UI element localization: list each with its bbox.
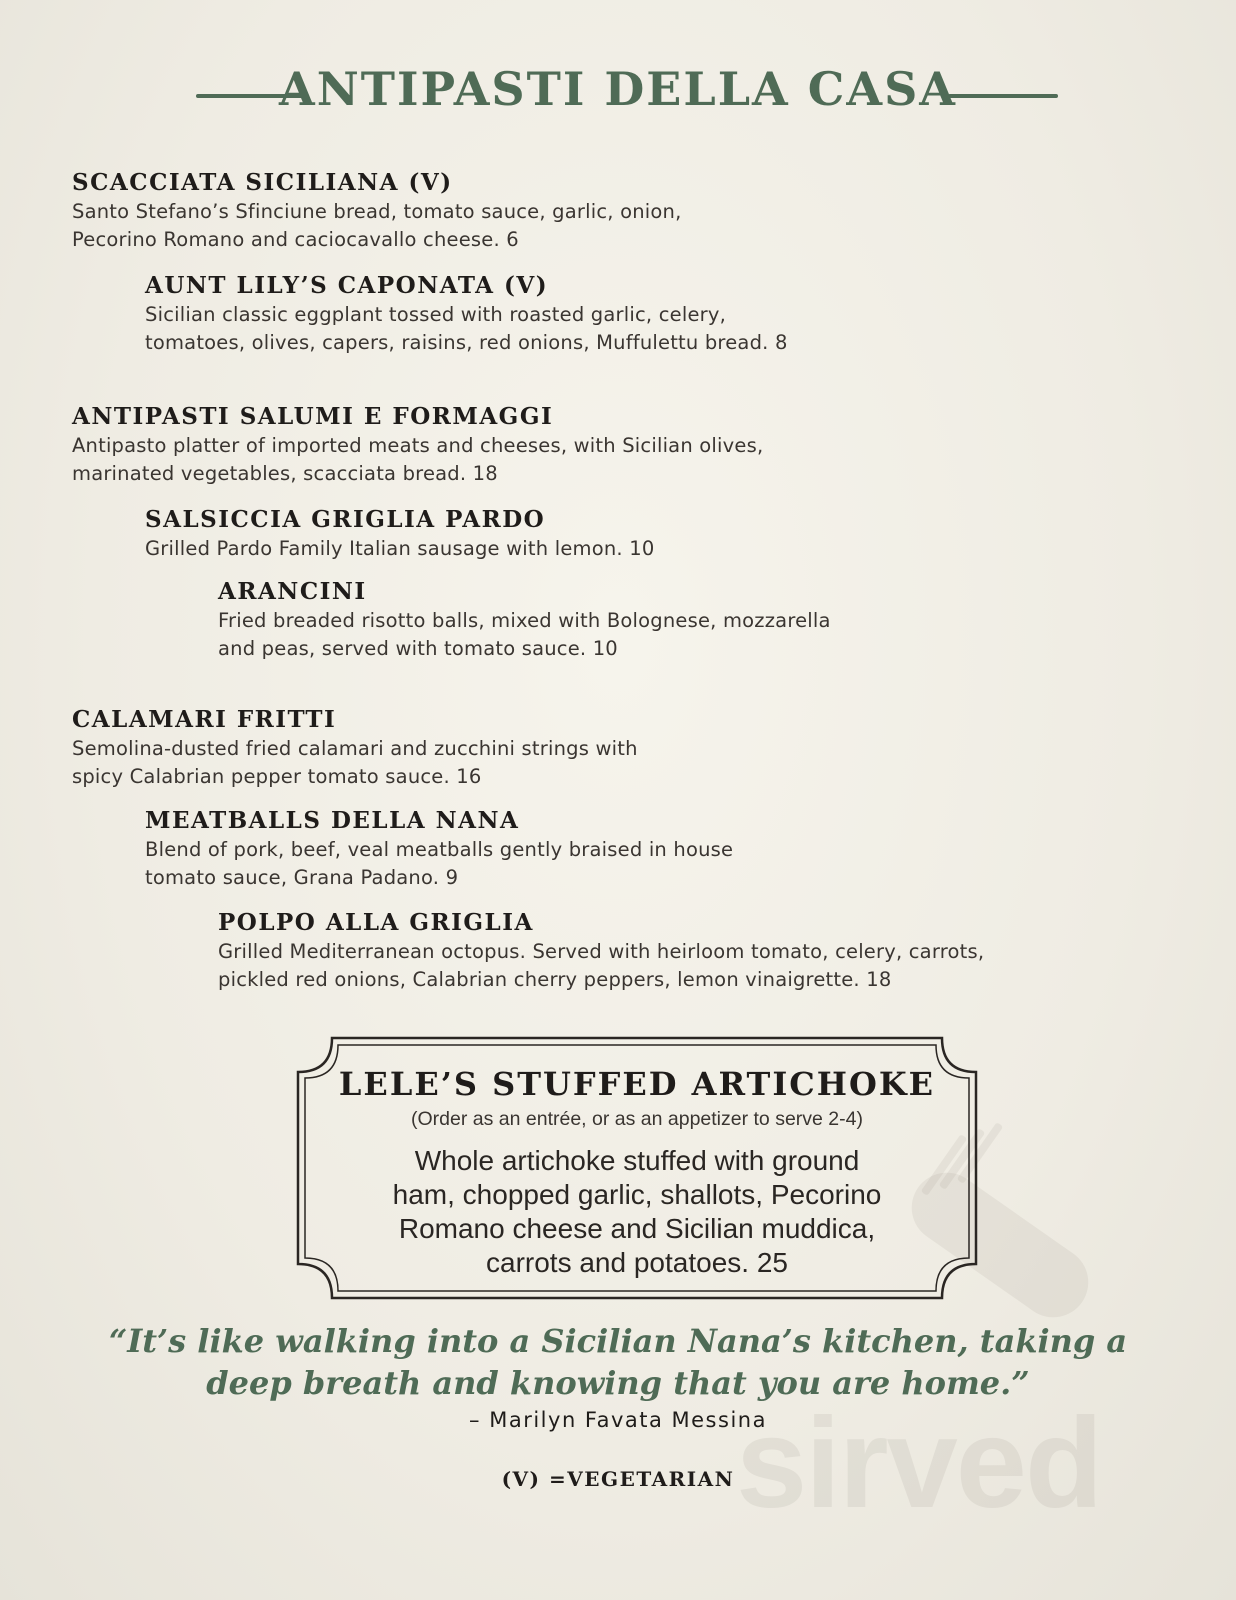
menu-item (145, 271, 788, 357)
menu-item-name: ARANCINI (218, 578, 367, 605)
menu-item-name: AUNT LILY’S CAPONATA (V) (145, 272, 549, 299)
menu-item (72, 168, 681, 254)
menu-item-description: Santo Stefano’s Sfinciune bread, tomato sauce, garlic, onion, Pecorino Romano and caciocavallo cheese. 6 (72, 200, 682, 251)
menu-item-name: CALAMARI FRITTI (72, 706, 337, 733)
menu-item-description: Grilled Pardo Family Italian sausage with lemon. 10 (145, 537, 655, 560)
menu-item (218, 908, 984, 994)
menu-item-description: Antipasto platter of imported meats and cheeses, with Sicilian olives, marinated vegetables, scacciata bread. 18 (72, 434, 764, 485)
page-title: ANTIPASTI DELLA CASA (279, 62, 957, 116)
menu-item (218, 577, 831, 663)
menu-item-description: Semolina-dusted fried calamari and zucchini strings with spicy Calabrian pepper tomato sauce. 16 (72, 737, 638, 788)
testimonial-author: – Marilyn Favata Messina (469, 1408, 767, 1432)
testimonial-quote: “It’s like walking into a Sicilian Nana’s kitchen, taking a deep breath and knowing that you are home.” (108, 1322, 1128, 1402)
menu-item-name: POLPO ALLA GRIGLIA (218, 909, 534, 936)
menu-item-name: ANTIPASTI SALUMI E FORMAGGI (72, 403, 554, 430)
featured-dish-name: LELE’S STUFFED ARTICHOKE (338, 1065, 936, 1103)
menu-item (145, 505, 654, 563)
featured-dish-description: Whole artichoke stuffed with ground ham, chopped garlic, shallots, Pecorino Romano cheese and Sicilian muddica, carrots and potatoes. 25 (392, 1145, 882, 1278)
menu-item-description: Blend of pork, beef, veal meatballs gently braised in house tomato sauce, Grana Padano. 9 (145, 838, 734, 889)
featured-dish-box (296, 1036, 978, 1300)
menu-item-description: Fried breaded risotto balls, mixed with Bolognese, mozzarella and peas, served with tomato sauce. 10 (218, 609, 831, 660)
vegetarian-legend: (V) =VEGETARIAN (501, 1467, 735, 1491)
menu-item (72, 402, 763, 488)
menu-item-name: SALSICCIA GRIGLIA PARDO (145, 506, 546, 533)
menu-item-description: Sicilian classic eggplant tossed with roasted garlic, celery, tomatoes, olives, capers, raisins, red onions, Muffulettu bread. 8 (145, 303, 788, 354)
menu-item (145, 806, 733, 892)
menu-item-name: SCACCIATA SICILIANA (V) (72, 169, 453, 196)
menu-item-description: Grilled Mediterranean octopus. Served with heirloom tomato, celery, carrots, pickled red onions, Calabrian cherry peppers, lemon vinaigrette. 18 (218, 940, 985, 991)
menu-item (72, 705, 638, 791)
sirved-watermark: sirved (736, 1392, 1102, 1535)
featured-dish-note: (Order as an entrée, or as an appetizer to serve 2-4) (411, 1108, 863, 1130)
menu-item-name: MEATBALLS DELLA NANA (145, 807, 520, 834)
